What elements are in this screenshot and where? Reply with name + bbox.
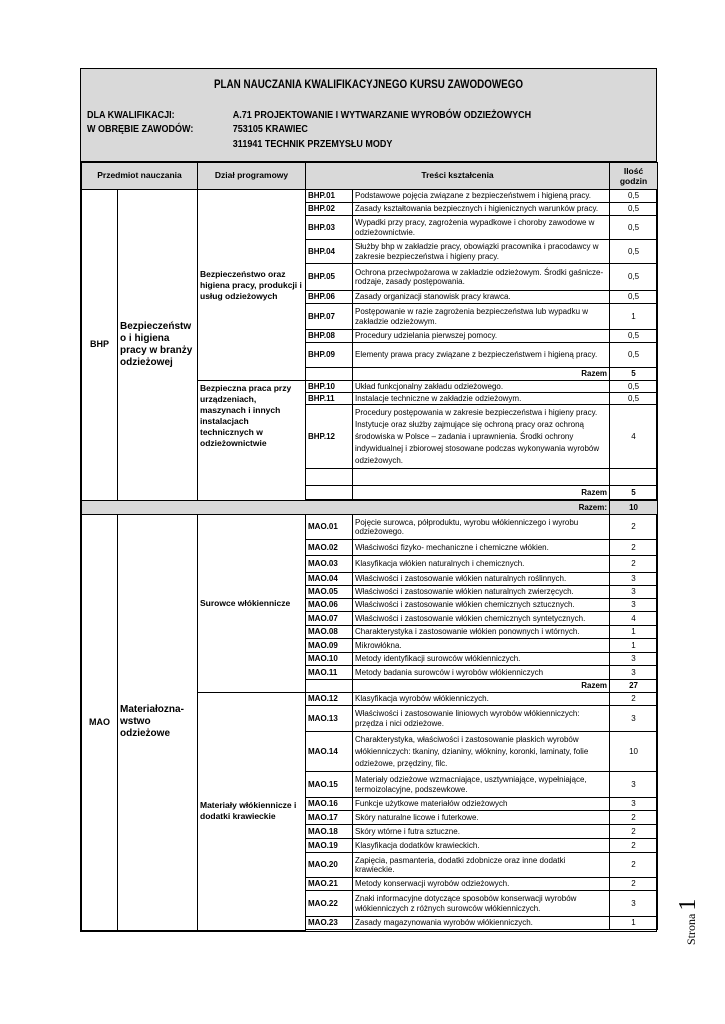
table-row: Materiały włókiennicze i dodatki krawieckie MAO.12 Klasyfikacja wyrobów włókienniczych. 2: [82, 693, 658, 706]
table-header-row: [82, 163, 658, 190]
table-row: MAO.04 Właściwości i zastosowanie włókien naturalnych roślinnych. 3: [82, 573, 658, 586]
subtotal-value: 5: [610, 486, 658, 500]
qualification-label: DLA KWALIFIKACJI:: [87, 110, 175, 121]
table-row: BHP.08 Procedury udzielania pierwszej pomocy. 0,5: [82, 330, 658, 343]
plan-header: [81, 69, 656, 162]
col-dzial: Dział programowy: [198, 163, 306, 190]
subject-name-mao: Materiałozna- wstwo odzieżowe: [118, 515, 198, 931]
table-row: Bezpieczna praca przy urządzeniach, maszynach i innych instalacjach technicznych w odzieżownictwie BHP.10 Układ funkcjonalny zakładu odzieżowego. 0,5: [82, 381, 658, 393]
document-frame: [80, 68, 657, 932]
table-row: MAO.08 Charakterystyka i zastosowanie włókien ponownych i wtórnych. 1: [82, 626, 658, 639]
page-word: Strona: [684, 913, 698, 945]
page-number: 1: [675, 898, 701, 911]
table-row: MAO.03 Klasyfikacja włókien naturalnych i chemicznych. 2: [82, 556, 658, 573]
plan-title: PLAN NAUCZANIA KWALIFIKACYJNEGO KURSU ZAWODOWEGO: [213, 77, 524, 91]
total-label: Razem:: [82, 501, 610, 515]
table-row: MAO.14 Charakterystyka, właściwości i zastosowanie płaskich wyrobów włókienniczych: tkaniny, dzianiny, włókniny, koronki, laminaty, folie odzieżowe, przędziny, filc. 10: [82, 732, 658, 772]
table-row: BHP.11 Instalacje techniczne w zakładzie odzieżowym. 0,5: [82, 393, 658, 405]
table-row: MAO.06 Właściwości i zastosowanie włókien chemicznych sztucznych. 3: [82, 599, 658, 612]
col-ilosc: Ilość godzin: [610, 163, 658, 190]
subtotal-value: 5: [610, 368, 658, 381]
page-number-footer: [675, 899, 702, 945]
subtotal-label: Razem: [353, 486, 610, 500]
table-row: BHP.06 Zasady organizacji stanowisk pracy krawca. 0,5: [82, 291, 658, 304]
dzial-bhp-2: Bezpieczna praca przy urządzeniach, maszynach i innych instalacjach technicznych w odzieżownictwie: [198, 381, 306, 501]
table-row: MAO.02 Właściwości fizyko- mechaniczne i chemiczne włókien. 2: [82, 540, 658, 556]
profession-row-2: [87, 139, 392, 150]
subtotal-label: Razem: [353, 680, 610, 693]
table-row: MAO.23 Zasady magazynowania wyrobów włókienniczych. 1: [82, 917, 658, 930]
table-row: MAO.21 Metody konserwacji wyrobów odzieżowych. 2: [82, 878, 658, 891]
table-row: BHP.04 Służby bhp w zakładzie pracy, obowiązki pracownika i pracodawcy w zakresie bezpieczeństwa i higieny pracy. 0,5: [82, 240, 658, 264]
qualification-row: [87, 110, 531, 121]
table-row: MAO.22 Znaki informacyjne dotyczące sposobów konserwacji wyrobów włókienniczych z różnych surowców włókienniczych. 3: [82, 891, 658, 917]
table-row: BHP.12 Procedury postępowania w zakresie bezpieczeństwa i higieny pracy. Instytucje oraz służby zajmujące się ochroną pracy oraz ochroną środowiska w Polsce – zadania i uprawnienia. Środki ochrony indywidualnej i zbiorowej stosowane podczas wykonywania wyrobów odzieżowych. 4: [82, 405, 658, 469]
profession-label: W OBRĘBIE ZAWODÓW:: [87, 124, 194, 135]
profession-row: [87, 124, 308, 135]
col-tresci: Treści kształcenia: [306, 163, 610, 190]
table-row: MAO.07 Właściwości i zastosowanie włókien chemicznych syntetycznych. 4: [82, 612, 658, 626]
col-przedmiot: Przedmiot nauczania: [82, 163, 198, 190]
subject-code-bhp: BHP: [82, 190, 118, 501]
table-row: MAO.05 Właściwości i zastosowanie włókien naturalnych zwierzęcych. 3: [82, 586, 658, 599]
subject-code-mao: MAO: [82, 515, 118, 931]
table-row: BHP.02 Zasady kształtowania bezpiecznych i higienicznych warunków pracy. 0,5: [82, 203, 658, 216]
table-row: BHP.09 Elementy prawa pracy związane z bezpieczeństwem i higieną pracy. 0,5: [82, 343, 658, 368]
profession-2: 311941 TECHNIK PRZEMYSŁU MODY: [232, 139, 393, 150]
dzial-bhp-1: Bezpieczeństwo oraz higiena pracy, produkcji i usług odzieżowych: [198, 190, 306, 381]
qualification-value: A.71 PROJEKTOWANIE I WYTWARZANIE WYROBÓW ODZIEŻOWYCH: [232, 110, 532, 121]
table-row: MAO.11 Metody badania surowców i wyrobów włókienniczych 3: [82, 666, 658, 680]
total-value: 10: [610, 501, 658, 515]
table-row: MAO Materiałozna- wstwo odzieżowe Surowce włókiennicze MAO.01 Pojęcie surowca, półproduktu, wyrobu włókienniczego i wyrobu odzieżowego. 2: [82, 515, 658, 540]
table-row: MAO.15 Materiały odzieżowe wzmacniające, usztywniające, wypełniające, termoizolacyjne, podszewkowe. 3: [82, 772, 658, 798]
plan-table: [81, 162, 658, 931]
table-row: MAO.09 Mikrowłókna. 1: [82, 639, 658, 653]
table-row: BHP.03 Wypadki przy pracy, zagrożenia wypadkowe i choroby zawodowe w odzieżownictwie. 0,5: [82, 216, 658, 240]
dzial-mao-2: Materiały włókiennicze i dodatki krawieckie: [198, 693, 306, 931]
table-row: MAO.17 Skóry naturalne licowe i futerkowe. 2: [82, 811, 658, 825]
table-row: MAO.16 Funkcje użytkowe materiałów odzieżowych 3: [82, 798, 658, 811]
subtotal-label: Razem: [353, 368, 610, 381]
table-row: BHP Bezpieczeństw o i higiena pracy w branży odzieżowej Bezpieczeństwo oraz higiena pracy, produkcji i usług odzieżowych BHP.01 Podstawowe pojęcia związane z bezpieczeństwem i higieną pracy. 0,5: [82, 190, 658, 203]
table-row: MAO.20 Zapięcia, pasmanteria, dodatki zdobnicze oraz inne dodatki krawieckie. 2: [82, 853, 658, 878]
table-row: MAO.19 Klasyfikacja dodatków krawieckich. 2: [82, 839, 658, 853]
table-row: BHP.05 Ochrona przeciwpożarowa w zakładzie odzieżowym. Środki gaśnicze- rodzaje, zasady postępowania. 0,5: [82, 264, 658, 291]
total-row: [82, 501, 658, 515]
table-row: MAO.18 Skóry wtórne i futra sztuczne. 2: [82, 825, 658, 839]
table-row: MAO.13 Właściwości i zastosowanie liniowych wyrobów włókienniczych: przędza i nici odzieżowe. 3: [82, 706, 658, 732]
subject-name-bhp: Bezpieczeństw o i higiena pracy w branży odzieżowej: [118, 190, 198, 501]
table-row: BHP.07 Postępowanie w razie zagrożenia bezpieczeństwa lub wypadku w zakładzie odzieżowym. 1: [82, 304, 658, 330]
subtotal-value: 27: [610, 680, 658, 693]
table-row: MAO.10 Metody identyfikacji surowców włókienniczych. 3: [82, 653, 658, 666]
profession-1: 753105 KRAWIEC: [232, 124, 308, 135]
dzial-mao-1: Surowce włókiennicze: [198, 515, 306, 693]
